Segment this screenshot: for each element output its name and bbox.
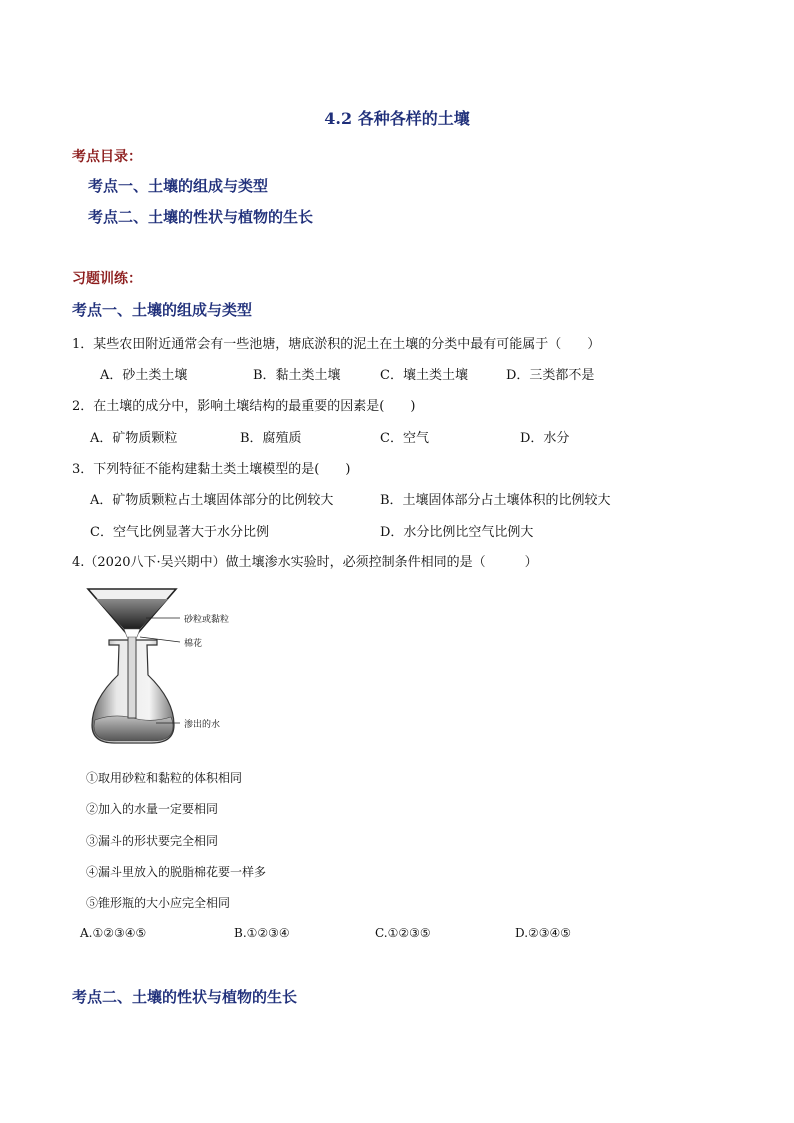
toc-heading: 考点目录： (72, 149, 142, 165)
q2-option-d: D．水分 (520, 431, 570, 446)
q4-statement-1: ①取用砂粒和黏粒的体积相同 (86, 771, 243, 785)
q1-option-b: B．黏土类土壤 (253, 368, 341, 383)
q4-statement-3: ③漏斗的形状要完全相同 (86, 834, 219, 848)
q4-option-c: C.①②③⑤ (375, 926, 431, 940)
q1-option-d: D．三类都不是 (506, 368, 595, 383)
q4-option-b: B.①②③④ (234, 926, 290, 940)
q3-option-a: A．矿物质颗粒占土壤固体部分的比例较大 (90, 493, 334, 508)
q4-option-a: A.①②③④⑤ (80, 926, 147, 940)
figure-label-cotton: 棉花 (184, 639, 203, 649)
question-2: 2．在土壤的成分中，影响土壤结构的最重要的因素是( ) (72, 399, 416, 414)
q4-option-d: D.②③④⑤ (515, 926, 572, 940)
figure-label-soil: 砂粒或黏粒 (184, 615, 230, 625)
section2-title: 考点二、土壤的性状与植物的生长 (72, 988, 298, 1006)
question-1: 1．某些农田附近通常会有一些池塘，塘底淤积的泥土在土壤的分类中最有可能属于（ ） (72, 337, 601, 352)
experiment-figure (84, 585, 254, 755)
page-title: 4.2 各种各样的土壤 (324, 109, 470, 128)
q2-option-b: B．腐殖质 (240, 431, 302, 446)
q1-option-c: C．壤土类土壤 (380, 368, 468, 383)
q2-option-c: C．空气 (380, 431, 429, 446)
q4-statement-4: ④漏斗里放入的脱脂棉花要一样多 (86, 865, 267, 879)
toc-item-1: 考点一、土壤的组成与类型 (88, 177, 269, 195)
q2-option-a: A．矿物质颗粒 (90, 431, 178, 446)
q3-option-c: C．空气比例显著大于水分比例 (90, 525, 269, 540)
exercise-heading: 习题训练： (72, 271, 142, 287)
q1-option-a: A．砂土类土壤 (100, 368, 188, 383)
question-3: 3．下列特征不能构建黏土类土壤模型的是( ) (72, 462, 351, 477)
q3-option-b: B．土壤固体部分占土壤体积的比例较大 (380, 493, 611, 508)
section1-title: 考点一、土壤的组成与类型 (72, 301, 253, 319)
q3-option-d: D．水分比例比空气比例大 (380, 525, 534, 540)
figure-label-water: 渗出的水 (184, 720, 221, 730)
question-4: 4.（2020八下·吴兴期中）做土壤渗水实验时，必须控制条件相同的是（ ） (72, 555, 538, 570)
q4-statement-5: ⑤锥形瓶的大小应完全相同 (86, 896, 231, 910)
q4-statement-2: ②加入的水量一定要相同 (86, 802, 219, 816)
toc-item-2: 考点二、土壤的性状与植物的生长 (88, 208, 314, 226)
